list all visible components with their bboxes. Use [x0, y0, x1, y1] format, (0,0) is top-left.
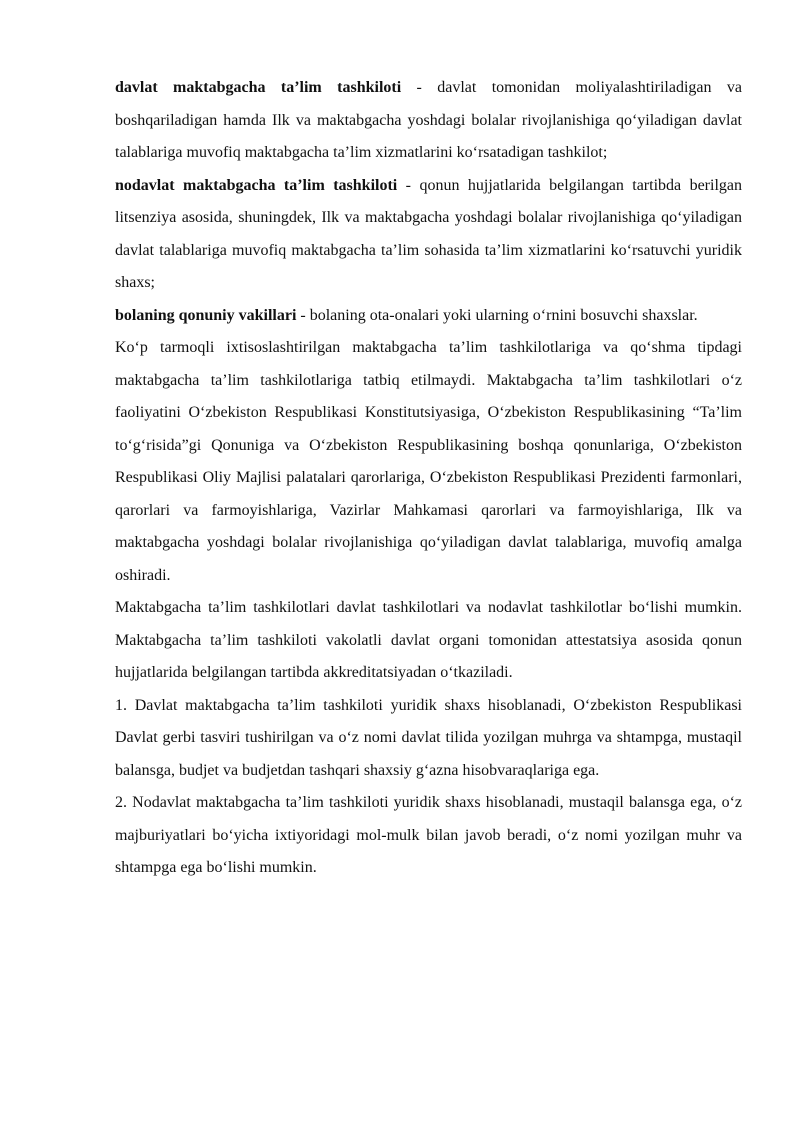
definition-term: nodavlat maktabgacha ta’lim tashkiloti — [115, 176, 398, 194]
paragraph-item-1: 1. Davlat maktabgacha ta’lim tashkiloti yuridik shaxs hisoblanadi, O‘zbekiston Respublikasi Davlat gerbi tasviri tushirilgan va o‘z nomi davlat tilida yozilgan muhrga va shtampga, mustaqil balansga, budjet va budjetdan tashqari shaxsiy g‘azna hisobvaraqlariga ega. — [115, 696, 742, 779]
definition-davlat — [115, 72, 742, 170]
definition-term: bolaning qonuniy vakillari — [115, 306, 297, 324]
definition-text: - qonun hujjatlarida belgilangan tartibda berilgan litsenziya asosida, shuningdek, Ilk va maktabgacha yoshdagi bolalar rivojlanishiga qo‘yiladigan davlat talablariga muvofiq maktabgacha ta’lim sohasida ta’lim xizmatlarini ko‘rsatuvchi yuridik shaxs; — [115, 176, 742, 291]
definition-text: - bolaning ota-onalari yoki ularning o‘rnini bosuvchi shaxslar. — [296, 306, 698, 324]
definition-nodavlat — [115, 170, 742, 300]
definition-text: - davlat tomonidan moliyalashtiriladigan va boshqariladigan hamda Ilk va maktabgacha yoshdagi bolalar rivojlanishiga qo‘yiladigan davlat talablariga muvofiq maktabgacha ta’lim xizmatlarini ko‘rsatadigan tashkilot; — [115, 79, 743, 161]
definition-term: davlat maktabgacha ta’lim tashkiloti — [115, 79, 402, 96]
paragraph-types: Maktabgacha ta’lim tashkilotlari davlat tashkilotlari va nodavlat tashkilotlar bo‘lishi mumkin. Maktabgacha ta’lim tashkiloti vakolatli davlat organi tomonidan attestatsiya asosida qonun hujjatlarida belgilangan tartibda akkreditatsiyadan o‘tkaziladi. — [115, 599, 742, 681]
document-page — [115, 72, 742, 885]
paragraph-scope: Ko‘p tarmoqli ixtisoslashtirilgan maktabgacha ta’lim tashkilotlariga va qo‘shma tipdagi maktabgacha ta’lim tashkilotlariga tatbiq etilmaydi. Maktabgacha ta’lim tashkilotlari o‘z faoliyatini O‘zbekiston Respublikasi Konstitutsiyasiga, O‘zbekiston Respublikasining “Ta’lim to‘g‘risida”gi Qonuniga va O‘zbekiston Respublikasining boshqa qonunlariga, O‘zbekiston Respublikasi Oliy Majlisi palatalari qarorlariga, O‘zbekiston Respublikasi Prezidenti farmonlari, qarorlari va farmoyishlariga, Vazirlar Mahkamasi qarorlari va farmoyishlariga, Ilk va maktabgacha yoshdagi bolalar rivojlanishiga qo‘yiladigan davlat talablariga, muvofiq amalga oshiradi. — [115, 339, 742, 584]
definition-qonuniy-vakillar — [115, 300, 742, 333]
paragraph-item-2: 2. Nodavlat maktabgacha ta’lim tashkiloti yuridik shaxs hisoblanadi, mustaqil balansga ega, o‘z majburiyatlari bo‘yicha ixtiyoridagi mol-mulk bilan javob beradi, o‘z nomi yozilgan muhr va shtampga ega bo‘lishi mumkin. — [115, 794, 742, 876]
